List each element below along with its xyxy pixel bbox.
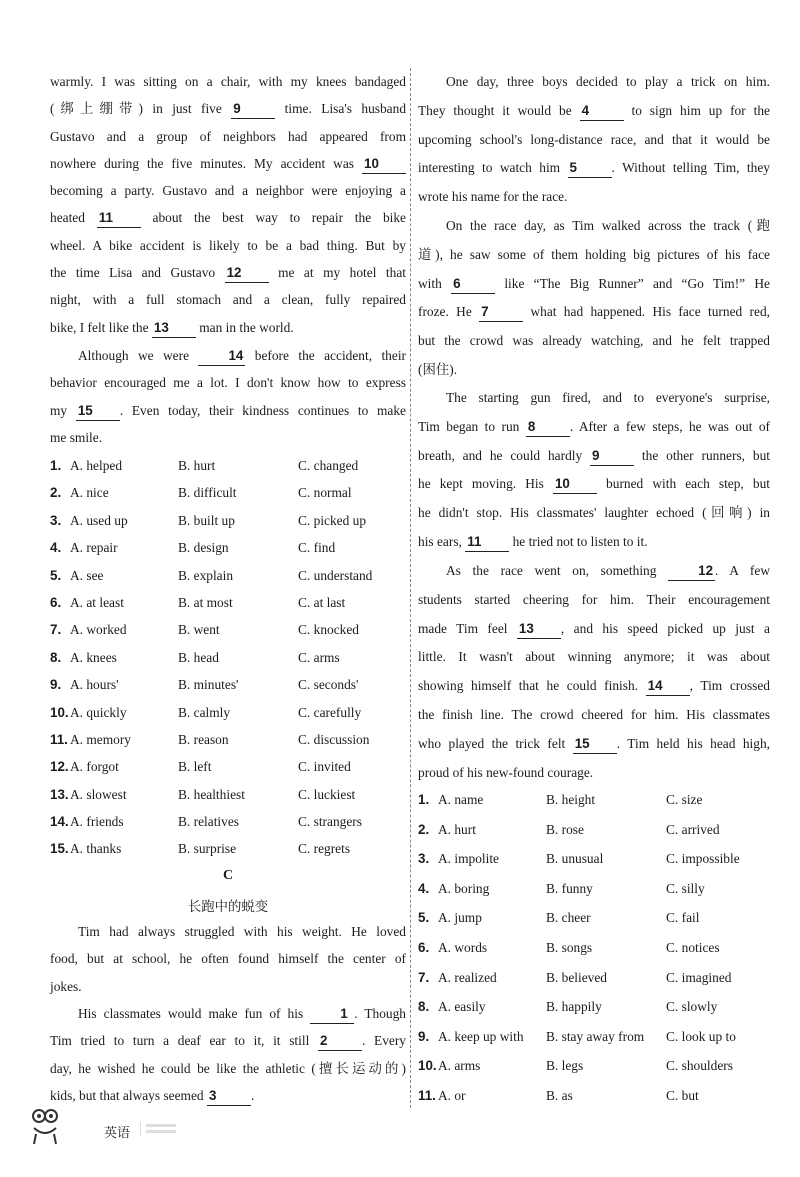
option-b[interactable]: B. left [178, 759, 212, 775]
question-number: 4. [418, 880, 430, 896]
text-line [418, 557, 770, 586]
option-b[interactable]: B. design [178, 540, 229, 556]
option-a[interactable]: A. hurt [438, 821, 476, 837]
option-c[interactable]: C. luckiest [298, 786, 356, 802]
answer-blank: 7 [479, 303, 523, 322]
text-line [418, 759, 770, 788]
option-a[interactable]: A. impolite [438, 851, 499, 867]
option-a[interactable]: A. knees [70, 649, 117, 665]
option-b[interactable]: B. cheer [546, 910, 591, 926]
text-segment: . After a few steps, he was out of [569, 418, 770, 434]
option-c[interactable]: C. discussion [298, 731, 370, 747]
text-segment: about the best way to repair the bike [140, 210, 406, 226]
option-b[interactable]: B. stay away from [546, 1028, 645, 1044]
text-line [418, 212, 770, 241]
question-number: 3. [50, 512, 62, 528]
text-line [418, 183, 770, 212]
option-c[interactable]: C. picked up [298, 512, 367, 528]
option-a[interactable]: A. thanks [70, 841, 122, 857]
text-line [418, 270, 770, 299]
footer-subject: 英语 [104, 1126, 131, 1141]
passage-c-paragraph-5 [418, 384, 770, 557]
text-segment: kids, but that always seemed [50, 1087, 207, 1103]
text-segment: made Tim feel [418, 620, 517, 636]
option-row [418, 816, 770, 846]
option-c[interactable]: C. at last [298, 594, 346, 610]
column-divider [410, 68, 411, 1108]
option-row [50, 479, 406, 506]
text-segment: One day, three boys decided to play a trick on him. [446, 74, 770, 89]
option-row [418, 786, 770, 816]
option-row [418, 1052, 770, 1082]
option-c[interactable]: C. regrets [298, 841, 351, 857]
text-segment: upcoming school's long-distance race, and that it would be [418, 131, 770, 147]
mascot-logo-icon [28, 1104, 62, 1146]
answer-blank: 4 [580, 102, 624, 121]
text-segment: His classmates would make fun of his [78, 1006, 311, 1021]
option-a[interactable]: A. helped [70, 458, 123, 473]
passage-c-paragraph-2 [50, 1000, 406, 1109]
question-number: 3. [418, 851, 430, 867]
option-c[interactable]: C. shoulders [666, 1058, 733, 1074]
option-c[interactable]: C. find [298, 540, 336, 556]
option-b[interactable]: B. difficult [178, 485, 237, 501]
option-row [50, 589, 406, 616]
option-b[interactable]: B. built up [178, 512, 235, 528]
option-b[interactable]: B. happily [546, 999, 602, 1015]
option-a[interactable]: A. see [70, 567, 104, 583]
text-segment: heated [50, 210, 97, 226]
text-line [418, 68, 770, 97]
option-b[interactable]: B. minutes' [178, 677, 239, 693]
text-segment: (困住). [418, 361, 458, 377]
option-b[interactable]: B. funny [546, 880, 593, 896]
text-line [418, 643, 770, 672]
text-line [50, 177, 406, 204]
text-line [418, 730, 770, 759]
text-segment: food, but at school, he often found himself the center of [50, 951, 406, 967]
text-segment: The starting gun fired, and to everyone's surprise, [446, 390, 770, 405]
option-b[interactable]: B. surprise [178, 841, 237, 857]
question-number: 4. [50, 540, 62, 556]
option-b[interactable]: B. calmly [178, 704, 231, 720]
answer-blank: 13 [152, 319, 196, 338]
text-line [50, 123, 406, 150]
option-row [50, 835, 406, 862]
option-a[interactable]: A. easily [438, 999, 486, 1015]
option-b[interactable]: B. healthiest [178, 786, 245, 802]
option-c[interactable]: C. strangers [298, 814, 362, 830]
question-number: 7. [418, 969, 430, 985]
text-segment: Tim tried to turn a deaf ear to it, it still [50, 1033, 318, 1049]
option-row [50, 808, 406, 835]
question-number: 15. [50, 841, 69, 857]
text-line [418, 298, 770, 327]
option-a[interactable]: A. memory [70, 731, 131, 747]
option-row [50, 534, 406, 561]
text-segment: breath, and he could hardly [418, 447, 591, 463]
question-number: 2. [418, 821, 430, 837]
option-row [50, 699, 406, 726]
question-number: 10. [50, 704, 69, 720]
text-line [50, 286, 406, 313]
text-line [418, 154, 770, 183]
option-c[interactable]: C. look up to [666, 1028, 736, 1044]
text-segment: behavior encouraged me a lot. I don't know how to express [50, 375, 406, 391]
option-row [418, 904, 770, 934]
option-a[interactable]: A. nice [70, 485, 109, 501]
text-segment: interesting to watch him [418, 160, 568, 176]
text-segment: . Though [354, 1006, 406, 1021]
option-row [50, 753, 406, 780]
option-a[interactable]: A. at least [70, 594, 124, 610]
option-a[interactable]: A. or [438, 1087, 466, 1103]
answer-blank: 12 [225, 264, 269, 283]
option-a[interactable]: A. worked [70, 622, 127, 638]
option-row [50, 644, 406, 671]
text-segment: They thought it would be [418, 102, 580, 118]
text-segment: . A few [715, 563, 770, 578]
option-b[interactable]: B. explain [178, 567, 234, 583]
text-segment: As the race went on, something [446, 563, 669, 578]
text-segment: night, with a full stomach and a clean, fully repaired [50, 292, 406, 308]
option-a[interactable]: A. hours' [70, 677, 119, 693]
text-line [418, 413, 770, 442]
text-line [50, 68, 406, 95]
text-segment: before the accident, their [245, 348, 407, 363]
text-segment: (绑上绷带) in just five [50, 101, 232, 117]
option-b[interactable]: B. legs [546, 1058, 584, 1074]
answer-blank: 13 [517, 620, 561, 639]
question-number: 6. [418, 939, 430, 955]
text-line [418, 701, 770, 730]
option-c[interactable]: C. understand [298, 567, 373, 583]
question-number: 9. [50, 677, 62, 693]
text-line [50, 259, 406, 286]
answer-blank: 10 [362, 155, 406, 174]
text-segment: . Without telling Tim, they [611, 160, 770, 176]
text-line [418, 126, 770, 155]
text-line [418, 327, 770, 356]
text-line [50, 232, 406, 259]
passage-b-final-paragraph [50, 342, 406, 451]
option-row [50, 452, 406, 479]
text-segment: like “The Big Runner” and “Go Tim!” He [495, 275, 770, 291]
text-line [418, 586, 770, 615]
text-segment: Although we were [78, 348, 199, 363]
text-line [418, 97, 770, 126]
option-c[interactable]: C. carefully [298, 704, 362, 720]
text-segment: . Even today, their kindness continues to make [119, 402, 406, 418]
passage-c-paragraph-3 [418, 68, 770, 212]
option-a[interactable]: A. arms [438, 1058, 481, 1074]
text-segment: me at my hotel that [268, 265, 406, 281]
option-c[interactable]: C. imagined [666, 969, 732, 985]
text-segment: little. It wasn't about winning anymore; it was about [418, 649, 770, 665]
text-line [418, 442, 770, 471]
text-segment: jokes. [50, 978, 82, 994]
answer-blank: 5 [568, 159, 612, 178]
text-segment: the finish line. The crowd cheered for him. His classmates [418, 706, 770, 722]
text-line [418, 528, 770, 557]
text-segment: . [250, 1087, 255, 1103]
option-b[interactable]: B. head [178, 649, 219, 665]
question-number: 8. [50, 649, 62, 665]
text-line [418, 241, 770, 270]
option-b[interactable]: B. unusual [546, 851, 604, 867]
text-segment: burned with each step, but [596, 476, 770, 492]
text-line [50, 369, 406, 396]
option-c[interactable]: C. normal [298, 485, 352, 501]
option-c[interactable]: C. size [666, 792, 703, 807]
text-segment: his ears, [418, 533, 466, 549]
question-number: 1. [418, 792, 430, 807]
section-letter: C [222, 868, 234, 883]
answer-blank: 1 [310, 1005, 354, 1024]
text-line [50, 150, 406, 177]
question-number: 2. [50, 485, 62, 501]
text-segment: day, he wished he could be like the athletic (擅长运动的) [50, 1060, 406, 1076]
option-row [50, 562, 406, 589]
answer-blank: 14 [198, 347, 245, 366]
text-segment: students started cheering for him. Their encouragement [418, 591, 770, 607]
option-b[interactable]: B. rose [546, 821, 584, 837]
option-b[interactable]: B. songs [546, 939, 593, 955]
text-segment: . Tim held his head high, [616, 735, 770, 751]
option-c[interactable]: C. knocked [298, 622, 359, 638]
text-segment: me smile. [50, 429, 103, 445]
option-a[interactable]: A. forgot [70, 759, 119, 775]
text-line [50, 95, 406, 122]
text-segment: wrote his name for the race. [418, 189, 568, 205]
question-number: 8. [418, 999, 430, 1015]
question-number: 6. [50, 594, 62, 610]
option-b[interactable]: B. believed [546, 969, 607, 985]
question-number: 7. [50, 622, 62, 638]
options-list-c [418, 786, 770, 1112]
answer-blank: 9 [231, 100, 275, 119]
option-a[interactable]: A. realized [438, 969, 497, 985]
option-c[interactable]: C. slowly [666, 999, 718, 1015]
text-line [50, 342, 406, 369]
question-number: 5. [418, 910, 430, 926]
answer-blank: 10 [553, 475, 597, 494]
answer-blank: 3 [207, 1087, 251, 1106]
text-line [418, 672, 770, 701]
text-line [50, 918, 406, 945]
question-number: 1. [50, 458, 62, 473]
option-a[interactable]: A. words [438, 939, 488, 955]
text-line [418, 384, 770, 413]
option-row [418, 1082, 770, 1112]
question-number: 9. [418, 1028, 430, 1044]
text-segment: time. Lisa's husband [275, 101, 407, 117]
answer-blank: 9 [590, 447, 634, 466]
text-line [418, 615, 770, 644]
text-segment: Tim had always struggled with his weight. He loved [78, 924, 406, 939]
option-a[interactable]: A. repair [70, 540, 118, 556]
text-segment: warmly. I was sitting on a chair, with my knees bandaged [50, 74, 406, 89]
question-number: 13. [50, 786, 69, 802]
question-number: 14. [50, 814, 69, 830]
text-segment: he tried not to listen to it. [509, 533, 648, 549]
option-a[interactable]: A. slowest [70, 786, 127, 802]
option-row [50, 507, 406, 534]
option-b[interactable]: B. height [546, 792, 596, 807]
option-a[interactable]: A. name [438, 792, 484, 807]
text-line [418, 356, 770, 385]
option-row [418, 1023, 770, 1053]
text-line [418, 499, 770, 528]
text-segment: my [50, 402, 76, 418]
option-a[interactable]: A. friends [70, 814, 124, 830]
option-c[interactable]: C. seconds' [298, 677, 359, 693]
passage-b-ending [50, 68, 406, 341]
text-line [50, 1055, 406, 1082]
question-number: 11. [50, 731, 68, 747]
option-a[interactable]: A. jump [438, 910, 482, 926]
option-row [418, 875, 770, 905]
text-line [50, 314, 406, 341]
option-c[interactable]: C. arrived [666, 821, 720, 837]
text-segment: the time Lisa and Gustavo [50, 265, 225, 281]
text-segment: the other runners, but [634, 447, 770, 463]
answer-blank: 2 [318, 1032, 362, 1051]
text-segment: wheel. A bike accident is likely to be a bad thing. But by [50, 237, 406, 253]
footer-decoration-icon [140, 1122, 178, 1136]
text-line [418, 470, 770, 499]
section-title: 长跑中的蜕变 [187, 900, 269, 915]
text-segment: froze. He [418, 304, 480, 320]
text-line [50, 204, 406, 231]
text-segment: On the race day, as Tim walked across the track (跑 [446, 218, 770, 233]
text-line [50, 1000, 406, 1027]
passage-c-paragraph-4 [418, 212, 770, 385]
option-c[interactable]: C. silly [666, 880, 705, 896]
option-b[interactable]: B. went [178, 622, 220, 638]
text-segment: bike, I felt like the [50, 319, 152, 335]
question-number: 11. [418, 1087, 436, 1103]
option-row [50, 726, 406, 753]
option-b[interactable]: B. as [546, 1087, 573, 1103]
text-segment: , and his speed picked up just a [560, 620, 770, 636]
option-row [418, 845, 770, 875]
option-c[interactable]: C. invited [298, 759, 351, 775]
text-segment: becoming a party. Gustavo and a neighbor were enjoying a [50, 183, 406, 199]
passage-c-paragraph-6 [418, 557, 770, 787]
option-c[interactable]: C. arms [298, 649, 340, 665]
text-segment: nowhere during the five minutes. My accident was [50, 155, 362, 171]
option-row [418, 964, 770, 994]
text-segment: showing himself that he could finish. [418, 678, 646, 694]
answer-blank: 14 [646, 677, 690, 696]
text-line [50, 397, 406, 424]
answer-blank: 11 [465, 533, 509, 552]
question-number: 5. [50, 567, 62, 583]
answer-blank: 11 [97, 209, 141, 228]
option-row [50, 671, 406, 698]
text-line [50, 973, 406, 1000]
option-a[interactable]: A. used up [70, 512, 128, 528]
option-row [50, 616, 406, 643]
text-line [50, 1027, 406, 1054]
answer-blank: 6 [451, 275, 495, 294]
text-segment: , Tim crossed [689, 678, 771, 694]
text-segment: who played the trick felt [418, 735, 573, 751]
option-a[interactable]: A. quickly [70, 704, 127, 720]
text-segment: proud of his new-found courage. [418, 764, 594, 780]
option-c[interactable]: C. but [666, 1087, 699, 1103]
option-b[interactable]: B. hurt [178, 458, 216, 473]
passage-c-paragraph-1 [50, 918, 406, 1000]
answer-blank: 12 [668, 562, 715, 581]
option-row [418, 934, 770, 964]
text-segment: 道), he saw some of them holding big pictures of his face [418, 246, 770, 262]
options-list-b [50, 452, 406, 863]
text-segment: . Every [362, 1033, 407, 1049]
text-line [50, 424, 406, 451]
option-row [50, 781, 406, 808]
answer-blank: 15 [76, 402, 120, 421]
text-segment: to sign him up for the [623, 102, 770, 118]
answer-blank: 8 [526, 418, 570, 437]
option-c[interactable]: C. notices [666, 939, 720, 955]
option-a[interactable]: A. keep up with [438, 1028, 524, 1044]
text-segment: Gustavo and a group of neighbors had appeared from [50, 128, 406, 144]
text-segment: he didn't stop. His classmates' laughter echoed (回响) in [418, 505, 770, 521]
option-c[interactable]: C. changed [298, 458, 359, 473]
option-c[interactable]: C. fail [666, 910, 700, 926]
text-segment: with [418, 275, 452, 291]
text-line [50, 1082, 406, 1109]
answer-blank: 15 [573, 735, 617, 754]
text-segment: he kept moving. His [418, 476, 553, 492]
option-c[interactable]: C. impossible [666, 851, 740, 867]
option-a[interactable]: A. boring [438, 880, 490, 896]
question-number: 12. [50, 759, 69, 775]
text-segment: man in the world. [195, 319, 294, 335]
option-b[interactable]: B. reason [178, 731, 229, 747]
option-row [418, 993, 770, 1023]
text-segment: but the crowd was already watching, and he felt trapped [418, 333, 770, 349]
text-line [50, 945, 406, 972]
text-segment: what had happened. His face turned red, [523, 304, 770, 320]
text-segment: Tim began to run [418, 418, 526, 434]
question-number: 10. [418, 1058, 437, 1074]
option-b[interactable]: B. at most [178, 594, 233, 610]
option-b[interactable]: B. relatives [178, 814, 239, 830]
